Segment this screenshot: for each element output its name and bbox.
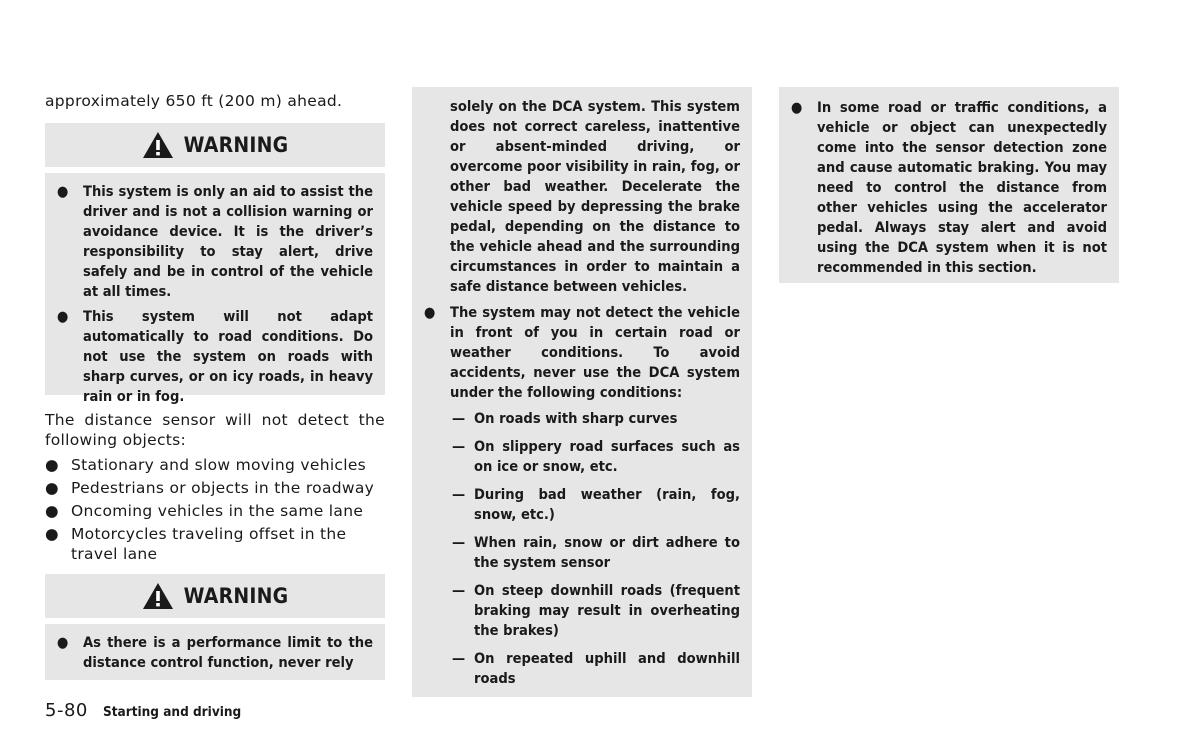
warning-title: WARNING bbox=[183, 584, 289, 608]
dash-icon: — bbox=[452, 438, 466, 455]
dash-icon: — bbox=[452, 650, 466, 667]
objects-list bbox=[45, 455, 385, 564]
warning-triangle-icon bbox=[142, 131, 174, 159]
continuation-text: solely on the DCA system. This system does not correct careless, inattentive or absent-minded driving, or overcome poor visibility in rain, fog, or other bad weather. Decelerate the vehicle speed by depressing the brake pedal, depending on the distance to the vehicle ahead and the surrounding circumstances in order to maintain a safe distance between vehicles. bbox=[450, 98, 740, 295]
warning-header bbox=[45, 574, 385, 618]
dash-icon: — bbox=[452, 534, 466, 551]
list-item: — When rain, snow or dirt adhere to the system sensor bbox=[452, 534, 740, 571]
bullet-icon: ● bbox=[45, 502, 59, 520]
warning-item: ● The system may not detect the vehicle in front of you in certain road or weather conditions. To avoid accidents, never use the DCA system under the following conditions: bbox=[424, 304, 740, 401]
warning-continuation-box-right bbox=[779, 87, 1119, 283]
warning-triangle-icon bbox=[142, 582, 174, 610]
list-item: — On roads with sharp curves bbox=[452, 410, 678, 427]
dash-icon: — bbox=[452, 582, 466, 599]
list-item: — On steep downhill roads (frequent braking may result in overheating the brakes) bbox=[452, 582, 740, 639]
section-title: Starting and driving bbox=[102, 704, 242, 720]
warning-header bbox=[45, 123, 385, 167]
list-item: — On repeated uphill and downhill roads bbox=[452, 650, 740, 687]
list-item: — During bad weather (rain, fog, snow, etc.) bbox=[452, 486, 740, 523]
warning-box-1 bbox=[45, 123, 385, 405]
page-footer bbox=[45, 700, 445, 721]
sensor-intro: The distance sensor will not detect the following objects: bbox=[45, 411, 385, 449]
dash-icon: — bbox=[452, 486, 466, 503]
list-item: ● Stationary and slow moving vehicles bbox=[45, 456, 367, 474]
bullet-icon: ● bbox=[57, 308, 69, 325]
list-item: ● Oncoming vehicles in the same lane bbox=[45, 502, 364, 520]
bullet-icon: ● bbox=[57, 183, 69, 200]
bullet-icon: ● bbox=[45, 456, 59, 474]
bullet-icon: ● bbox=[791, 99, 803, 116]
bullet-icon: ● bbox=[45, 525, 59, 543]
warning-item: ● This system will not adapt automatically to road conditions. Do not use the system on roads with sharp curves, or on icy roads, in heavy rain or in fog. bbox=[57, 308, 373, 405]
list-item: ● Pedestrians or objects in the roadway bbox=[45, 479, 375, 497]
bullet-icon: ● bbox=[45, 479, 59, 497]
left-intro: approximately 650 ft (200 m) ahead. bbox=[45, 92, 343, 110]
list-item: ● Motorcycles traveling offset in the travel lane bbox=[45, 525, 347, 563]
warning-title: WARNING bbox=[183, 133, 289, 157]
list-item: — On slippery road surfaces such as on ice or snow, etc. bbox=[452, 438, 740, 475]
warning-item: ● In some road or traffic conditions, a vehicle or object can unexpectedly come into the sensor detection zone and cause automatic braking. You may need to control the distance from other vehicles using the accelerator pedal. Always stay alert and avoid using the DCA system when it is not recommended in this section. bbox=[791, 99, 1107, 276]
dash-icon: — bbox=[452, 410, 466, 427]
bullet-icon: ● bbox=[57, 634, 69, 651]
warning-item: ● As there is a performance limit to the distance control function, never rely bbox=[57, 634, 373, 671]
warning-item: ● This system is only an aid to assist the driver and is not a collision warning or avoidance device. It is the driver’s responsibility to stay alert, drive safely and be in control of the vehicle at all times. bbox=[57, 183, 373, 300]
bullet-icon: ● bbox=[424, 304, 436, 321]
page-number: 5-80 bbox=[45, 700, 88, 721]
conditions-list bbox=[452, 409, 740, 689]
warning-continuation-box bbox=[412, 87, 752, 697]
warning-box-2 bbox=[45, 574, 385, 680]
